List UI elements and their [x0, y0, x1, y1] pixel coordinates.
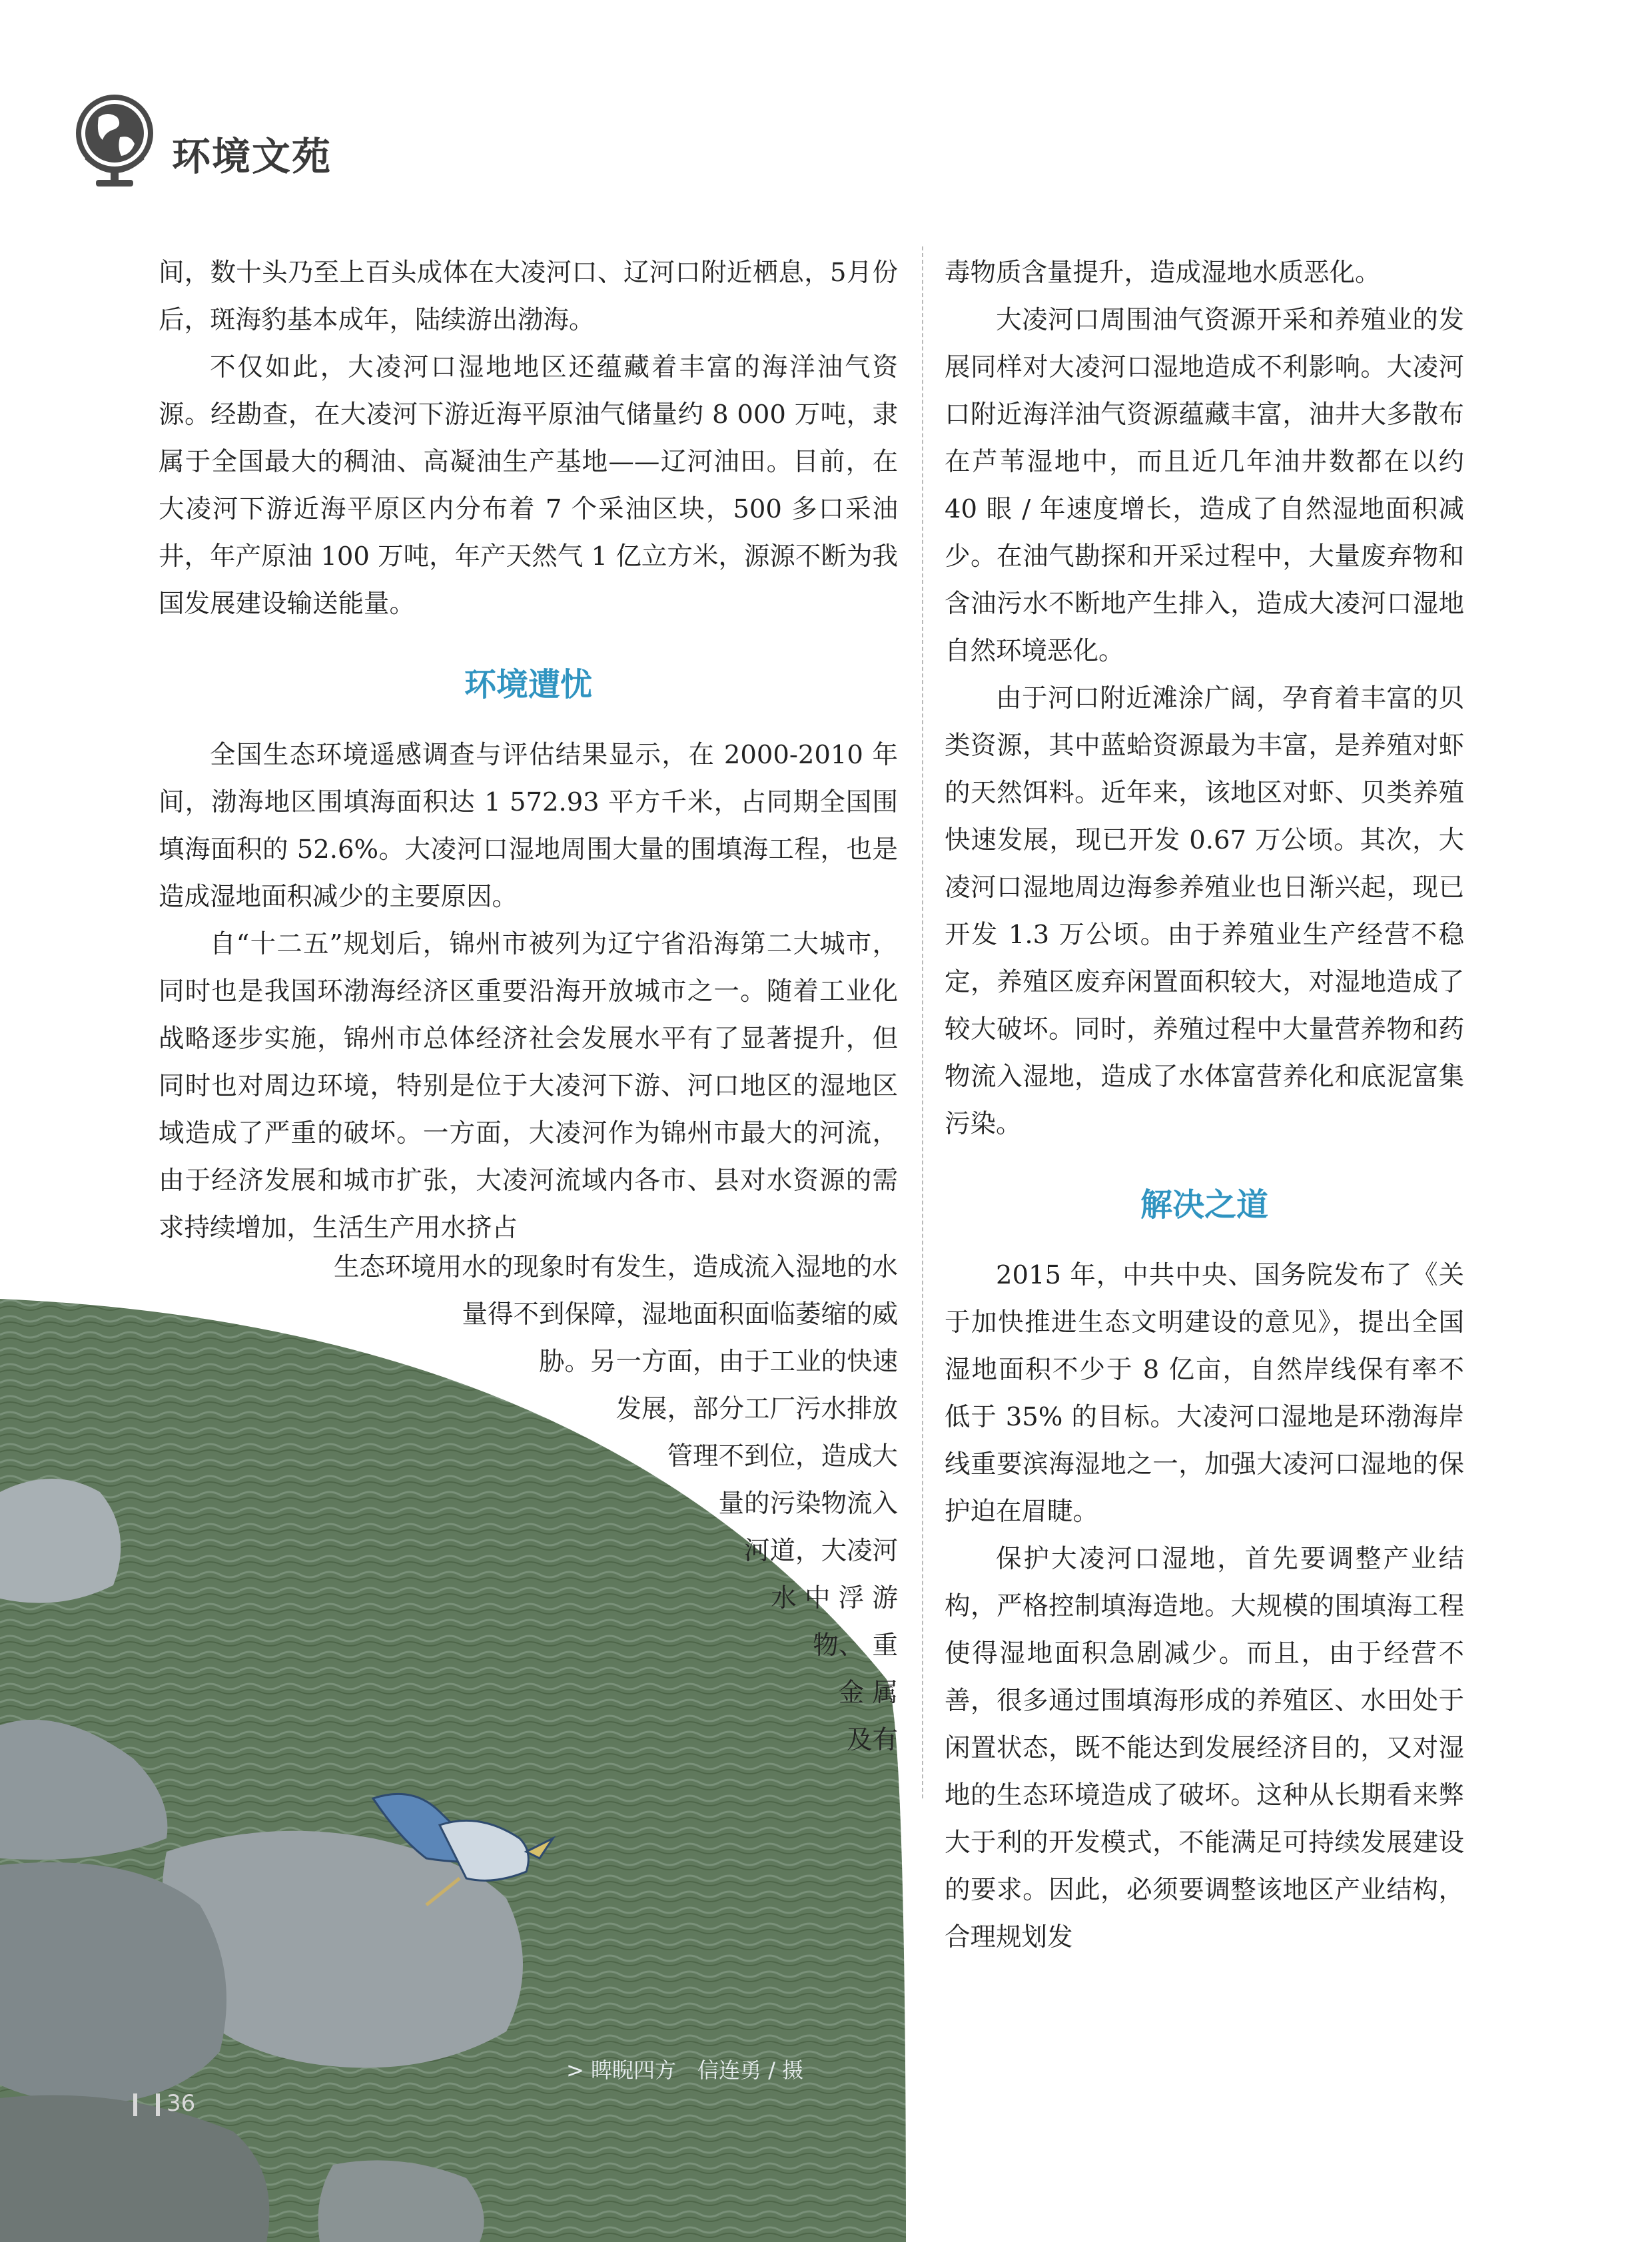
- wrap-line: 量的污染物流入: [718, 1489, 898, 1519]
- page-number: [133, 2090, 195, 2117]
- paragraph: 间，数十头乃至上百头成体在大凌河口、辽河口附近栖息，5月份后，斑海豹基本成年，陆续游出渤海。: [159, 258, 898, 335]
- paragraph: 大凌河口周围油气资源开采和养殖业的发展同样对大凌河口湿地造成不利影响。大凌河口附近海洋油气资源蕴藏丰富，油井大多散布在芦苇湿地中，而且近几年油井数都在以约 40 眼 / 年速度增长，造成了自然湿地面积减少。在油气勘探和开采过程中，大量废弃物和含油污水不断地产生排入，造成大凌河口湿地自然环境恶化。: [945, 305, 1464, 666]
- wrap-line: 量得不到保障，湿地面积面临萎缩的威: [462, 1300, 898, 1329]
- wrap-line: 生态环境用水的现象时有发生，造成流入湿地的水: [333, 1252, 898, 1282]
- wrap-line: 管理不到位，造成大: [667, 1441, 898, 1471]
- right-column: [945, 249, 1464, 1961]
- paragraph: 自“十二五”规划后，锦州市被列为辽宁省沿海第二大城市，同时也是我国环渤海经济区重要沿海开放城市之一。随着工业化战略逐步实施，锦州市总体经济社会发展水平有了显著提升，但同时也对周边环境，特别是位于大凌河下游、河口地区的湿地区域造成了严重的破坏。一方面，大凌河作为锦州市最大的河流，由于经济发展和城市扩张，大凌河流域内各市、县对水资源的需求持续增加，生活生产用水挤占: [159, 929, 898, 1243]
- wrap-line: 河道，大凌河: [743, 1536, 898, 1566]
- section-title: 环境文苑: [172, 134, 332, 179]
- paragraph: 2015 年，中共中央、国务院发布了《关于加快推进生态文明建设的意见》，提出全国湿地面积不少于 8 亿亩，自然岸线保有率不低于 35% 的目标。大凌河口湿地是环渤海岸线重要滨海湿地之一，加强大凌河口湿地的保护迫在眉睫。: [945, 1260, 1464, 1527]
- section-heading: 解决之道: [1140, 1186, 1268, 1224]
- globe-icon: [73, 91, 160, 190]
- page-header: [73, 85, 473, 192]
- wrap-line: 物、 重: [813, 1631, 898, 1661]
- left-column: [159, 249, 898, 1252]
- paragraph: 保护大凌河口湿地，首先要调整产业结构，严格控制填海造地。大规模的围填海工程使得湿地面积急剧减少。而且，由于经营不善，很多通过围填海形成的养殖区、水田处于闲置状态，既不能达到发展经济目的，又对湿地的生态环境造成了破坏。这种从长期看来弊大于利的开发模式，不能满足可持续发展建设的要求。因此，必须要调整该地区产业结构，合理规划发: [945, 1544, 1464, 1952]
- wrap-line: 及有: [846, 1725, 898, 1755]
- photo-caption: > 睥睨四方 信连勇 / 摄: [566, 2057, 804, 2083]
- wrap-line: 发展，部分工厂污水排放: [616, 1394, 898, 1424]
- column-divider: [922, 246, 923, 1798]
- paragraph: 毒物质含量提升，造成湿地水质恶化。: [945, 258, 1381, 288]
- wrap-line: 胁。另一方面，由于工业的快速: [538, 1347, 898, 1377]
- page-marker-icon: [133, 2093, 160, 2116]
- paragraph: 由于河口附近滩涂广阔，孕育着丰富的贝类资源，其中蓝蛤资源最为丰富，是养殖对虾的天然饵料。近年来，该地区对虾、贝类养殖快速发展，现已开发 0.67 万公顷。其次，大凌河口湿地周边海参养殖业也日渐兴起，现已开发 1.3 万公顷。由于养殖业生产经营不稳定，养殖区废弃闲置面积较大，对湿地造成了较大破坏。同时，养殖过程中大量营养物和药物流入湿地，造成了水体富营养化和底泥富集污染。: [945, 683, 1464, 1139]
- wrap-line: 金 属: [838, 1678, 898, 1708]
- paragraph: 全国生态环境遥感调查与评估结果显示，在 2000-2010 年间，渤海地区围填海面积达 1 572.93 平方千米，占同期全国围填海面积的 52.6%。大凌河口湿地周围大量的围填海工程，也是造成湿地面积减少的主要原因。: [159, 740, 898, 912]
- paragraph: 不仅如此，大凌河口湿地地区还蕴藏着丰富的海洋油气资源。经勘查，在大凌河下游近海平原油气储量约 8 000 万吨，隶属于全国最大的稠油、高凝油生产基地——辽河油田。目前，在大凌河下游近海平原区内分布着 7 个采油区块，500 多口采油井，年产原油 100 万吨，年产天然气 1 亿立方米，源源不断为我国发展建设输送能量。: [159, 352, 898, 619]
- section-heading: 环境遭忧: [464, 666, 592, 703]
- wrap-line: 水 中 浮 游: [771, 1583, 898, 1613]
- page-number-text: 36: [167, 2090, 196, 2117]
